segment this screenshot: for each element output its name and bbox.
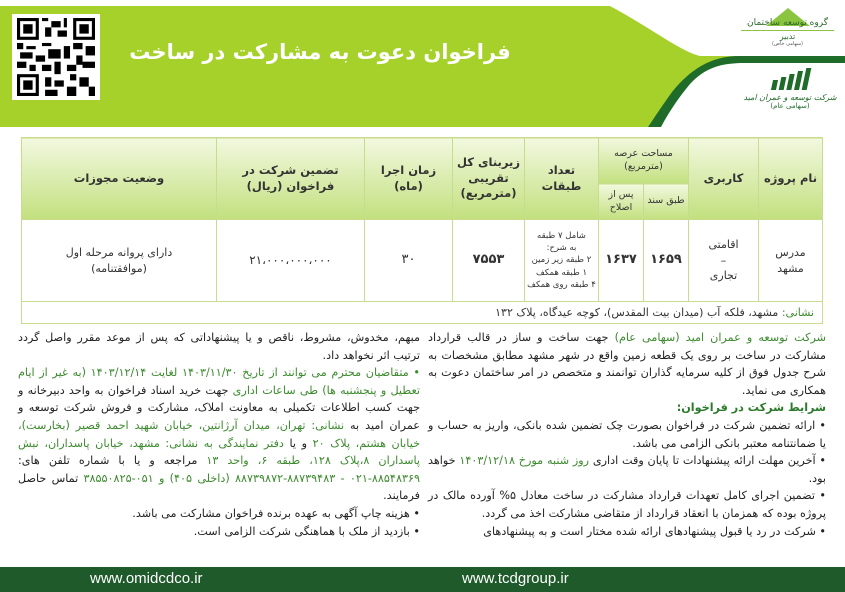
header-usage: کاربری (689, 138, 759, 220)
intro-text: جهت ساخت و ساز در قالب قرارداد مشارکت در ساخت بر روی یک قطعه زمین واقع در شهر مشهد مطابق مشخصات به شرح جدول فوق از کلیه سرمایه گذاران توانمند و متخصص در امر ساختمان دعوت به همکاری می نماید. (428, 331, 826, 397)
tehran-address: نشانی: تهران، میدان آرژانتین، خیابان شهید احمد قصیر (بخارست)، خیابان هشتم، پلاک ۲۰ (18, 418, 420, 450)
logo-top-subtitle: (سهامی خاص) (771, 41, 803, 47)
header-guarantee: تضمین شرکت در فراخوان (ریال) (216, 138, 364, 220)
footer-bar (0, 567, 845, 592)
cell-permits (21, 220, 216, 302)
tadbir-group-logo (735, 8, 840, 58)
cell-floors (524, 220, 598, 302)
floors-line: ۴ طبقه روی همکف (527, 279, 596, 290)
body-column-right (428, 329, 826, 540)
cell-land-area-after: ۱۶۳۷ (598, 220, 643, 302)
cell-land-area-doc: ۱۶۵۹ (644, 220, 689, 302)
condition-bullet-continued: مبهم، مخدوش، مشروط، ناقص و یا پیشنهاداتی که پس از موعد مقرر واصل گردد ترتیب اثر نخواهد داد. (18, 331, 420, 362)
application-period: • متقاضیان محترم می توانند از تاریخ ۱۴۰۳/۱۱/۳۰ لغایت ۱۴۰۳/۱۲/۱۴ (به غیر از ایام تعطیل و پنجشنبه ها) طی ساعات اداری (18, 366, 420, 397)
floors-line: ۲ طبقه زیر زمین (531, 255, 592, 266)
header-floors: تعداد طبقات (524, 138, 598, 220)
logo-top-name: گروه توسعه ساختمان (746, 18, 828, 28)
contact-suffix: تماس حاصل فرمایند. (18, 471, 420, 503)
condition-bullet (18, 364, 420, 505)
conditions-title: شرایط شرکت در فراخوان: (676, 401, 826, 415)
cell-total-area: ۷۵۵۳ (452, 220, 524, 302)
cell-usage (689, 220, 759, 302)
condition-bullet: • هزینه چاپ آگهی به عهده برنده فراخوان مشارکت می باشد. (132, 506, 420, 520)
project-table (21, 137, 823, 324)
address-row (21, 302, 822, 324)
body-column-left (18, 329, 420, 540)
header-duration: زمان اجرا (ماه) (364, 138, 452, 220)
floors-line: به شرح: (546, 243, 577, 254)
condition-bullet: • تضمین اجرای کامل تعهدات قرارداد مشارکت در ساخت معادل ۵% آورده مالک در پروژه بوده که همزمان با انعقاد قرارداد از متقاضی مشارکت اخذ می گردد. (428, 489, 826, 520)
condition-bullet (428, 452, 826, 487)
floors-line: ۱ طبقه همکف (535, 267, 588, 278)
deadline-date: روز شنبه مورخ ۱۴۰۳/۱۲/۱۸ (459, 454, 590, 468)
intro-paragraph (428, 329, 826, 399)
header-land-area-after: پس از اصلاح (598, 184, 643, 220)
logo-bottom-subtitle: (سهامی عام) (770, 102, 810, 110)
qr-code-icon (16, 18, 96, 96)
usage-residential: اقامتی (708, 238, 739, 252)
cell-project-name: مدرس مشهد (759, 220, 823, 302)
header-land-area: مساحت عرصه (مترمربع) (598, 138, 688, 184)
permits-line-2: (موافقتنامه) (91, 261, 147, 275)
usage-dash: – (720, 253, 727, 267)
application-text: جهت خرید اسناد فراخوان به واحد دبیرخانه و جهت کسب اطلاعات تکمیلی به معاونت املاک، مشارکت و فروش شرکت توسعه و عمران امید به (18, 383, 420, 432)
address-value: مشهد، فلکه آب (میدان بیت المقدس)، کوچه عیدگاه، پلاک ۱۳۲ (495, 305, 782, 319)
header-land-area-doc: طبق سند (644, 184, 689, 220)
deadline-suffix: خواهد بود. (428, 454, 826, 485)
cell-duration: ۳۰ (364, 220, 452, 302)
omid-website-link[interactable]: www.omidcdco.ir (90, 570, 203, 587)
mashhad-office-address: دفتر نمایندگی به نشانی: مشهد، خیابان پاسداران، نبش پاسداران ۸،پلاک ۱۲۸، طبقه ۶، واحد ۱۳ (18, 436, 420, 468)
condition-bullet: • شرکت در رد یا قبول پیشنهادهای ارائه شده مختار است و به پیشنهادهای (483, 524, 826, 538)
tcdgroup-website-link[interactable]: www.tcdgroup.ir (462, 570, 569, 587)
address-label: نشانی: (781, 305, 814, 319)
conjunction: و یا (283, 436, 313, 450)
company-name: شرکت توسعه و عمران امید (سهامی عام) (614, 331, 826, 344)
floors-line: شامل ۷ طبقه (537, 230, 586, 241)
qr-code[interactable] (12, 14, 100, 100)
condition-bullet: • بازدید از ملک با هماهنگی شرکت الزامی است. (193, 524, 420, 538)
header-background (0, 0, 845, 130)
usage-commercial: تجاری (709, 269, 738, 283)
permits-line-1: دارای پروانه مرحله اول (65, 246, 173, 260)
project-table-wrapper (22, 137, 823, 324)
logo-top-brand: تدبیر (741, 30, 834, 41)
phone-label: مراجعه و یا با شماره تلفن های: (18, 454, 207, 468)
logo-bottom-name: شرکت توسعه و عمران امید (743, 93, 837, 102)
condition-bullet: • ارائه تضمین شرکت در فراخوان بصورت چک تضمین شده بانکی، واریز به حساب و یا ضمانتنامه معتبر بانکی الزامی می باشد. (428, 418, 826, 450)
cell-guarantee: ۲۱،۰۰۰،۰۰۰،۰۰۰ (216, 220, 364, 302)
header-total-area: زیربنای کل تقریبی (مترمربع) (452, 138, 524, 220)
omid-company-logo (740, 68, 840, 128)
header-banner (0, 0, 845, 130)
header-permits: وضعیت مجوزات (21, 138, 216, 220)
bars-logo-icon (740, 68, 840, 90)
deadline-text: • آخرین مهلت ارائه پیشنهادات تا پایان وقت اداری (589, 454, 826, 468)
header-project-name: نام پروژه (759, 138, 823, 220)
phone-numbers: ۸۸۵۴۸۳۶۹-۰۲۱ - ۸۸۷۳۹۴۸۳-۸۸۷۳۹۸۷۲ (داخلی ۴۰۵) و ۰۵۱-۳۸۵۵۰۸۲۵ (83, 471, 420, 485)
page-title: فراخوان دعوت به مشارکت در ساخت (129, 40, 511, 64)
table-row (21, 220, 822, 302)
